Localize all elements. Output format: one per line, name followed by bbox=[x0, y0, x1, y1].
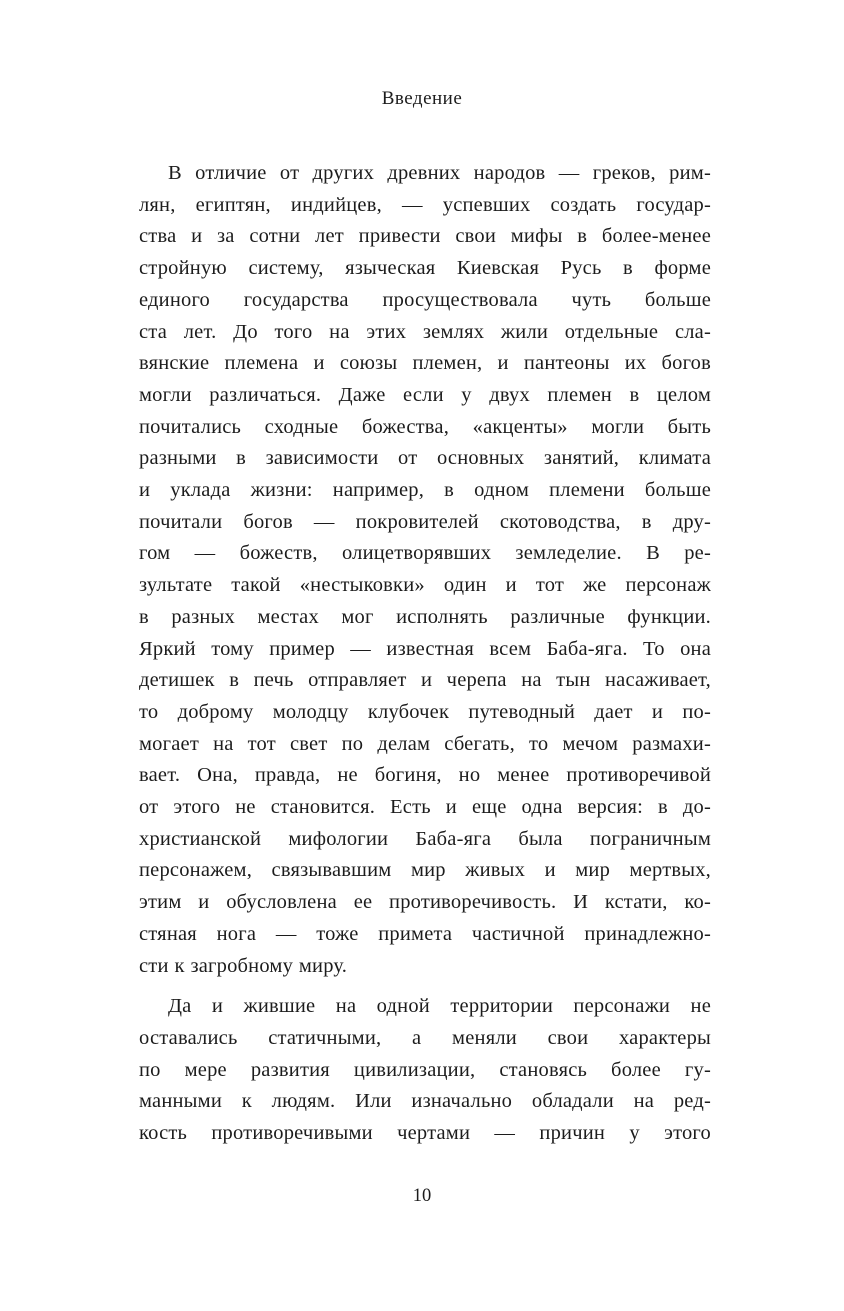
text-line: лян, египтян, индийцев, — успевших создать государ- bbox=[139, 193, 711, 216]
text-line: сти к загробному миру. bbox=[139, 954, 348, 977]
text-line: разными в зависимости от основных занятий, климата bbox=[139, 447, 711, 470]
text-line: В отличие от других древних народов — греков, рим- bbox=[168, 162, 711, 184]
text-line: персонажем, связывавшим мир живых и мир мертвых, bbox=[139, 859, 711, 882]
text-line: ста лет. До того на этих землях жили отдельные сла- bbox=[139, 320, 711, 343]
text-line: этим и обусловлена ее противоречивость. И кстати, ко- bbox=[139, 891, 711, 914]
text-line: почитались сходные божества, «акценты» могли быть bbox=[139, 415, 711, 438]
text-line: стройную систему, языческая Киевская Русь в форме bbox=[139, 257, 711, 280]
text-line: почитали богов — покровителей скотоводства, в дру- bbox=[139, 510, 711, 533]
page-number: 10 bbox=[412, 1186, 432, 1206]
paragraph bbox=[139, 158, 711, 982]
text-line: христианской мифологии Баба-яга была пограничным bbox=[139, 827, 711, 850]
text-line: манными к людям. Или изначально обладали на ред- bbox=[139, 1090, 711, 1113]
text-line: оставались статичными, а меняли свои характеры bbox=[139, 1026, 711, 1049]
text-line: в разных местах мог исполнять различные функции. bbox=[139, 605, 711, 628]
text-block bbox=[139, 158, 711, 1150]
text-line: стяная нога — тоже примета частичной принадлежно- bbox=[139, 922, 711, 945]
text-line: зультате такой «нестыковки» один и тот же персонаж bbox=[139, 574, 711, 597]
text-line: по мере развития цивилизации, становясь более гу- bbox=[139, 1058, 711, 1081]
text-line: гом — божеств, олицетворявших земледелие. В ре- bbox=[139, 542, 711, 565]
text-line: вает. Она, правда, не богиня, но менее противоречивой bbox=[139, 764, 711, 787]
text-line: Яркий тому пример — известная всем Баба-яга. То она bbox=[139, 637, 711, 660]
paragraph bbox=[139, 991, 711, 1150]
text-line: единого государства просуществовала чуть больше bbox=[139, 288, 711, 311]
text-line: детишек в печь отправляет и черепа на тын насаживает, bbox=[139, 669, 711, 692]
text-line: то доброму молодцу клубочек путеводный дает и по- bbox=[139, 700, 711, 723]
text-line: кость противоречивыми чертами — причин у этого bbox=[139, 1122, 711, 1145]
chapter-title: Введение bbox=[381, 88, 463, 109]
text-line: ства и за сотни лет привести свои мифы в более-менее bbox=[139, 225, 711, 248]
text-line: могает на тот свет по делам сбегать, то мечом размахи- bbox=[139, 732, 711, 755]
text-line: и уклада жизни: например, в одном племени больше bbox=[139, 479, 711, 502]
text-line: от этого не становится. Есть и еще одна версия: в до- bbox=[139, 796, 711, 819]
text-line: Да и жившие на одной территории персонажи не bbox=[168, 995, 711, 1018]
text-line: могли различаться. Даже если у двух племен в целом bbox=[139, 383, 711, 406]
text-line: вянские племена и союзы племен, и пантеоны их богов bbox=[139, 352, 711, 375]
